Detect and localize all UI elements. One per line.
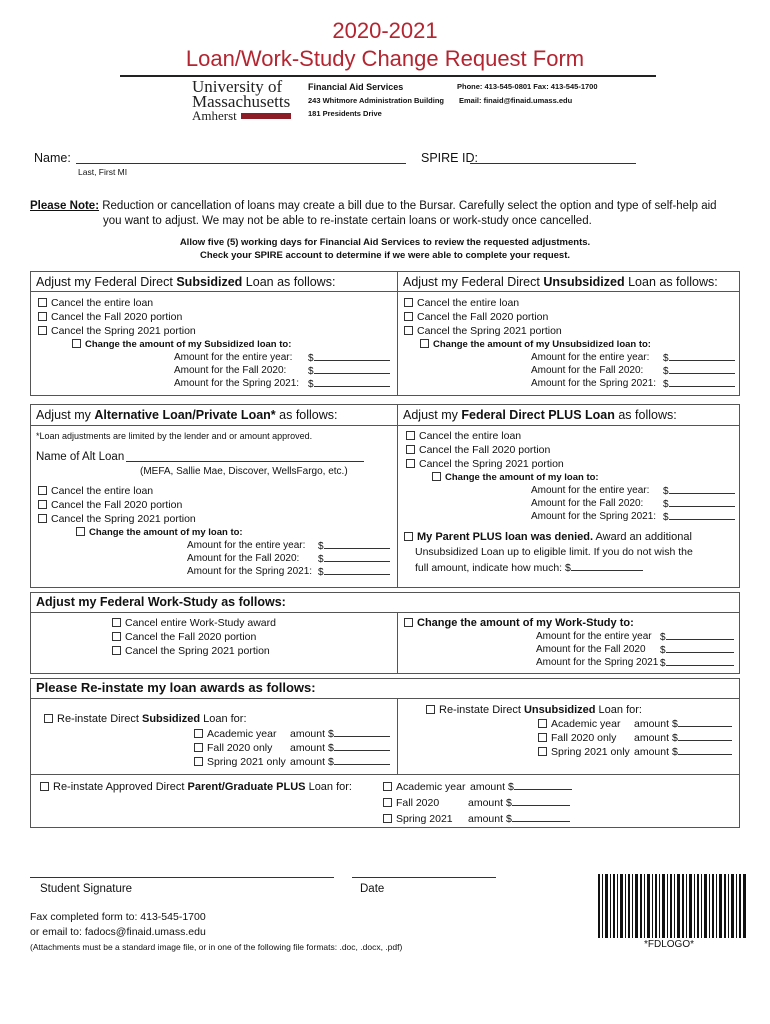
unsubsidized-cancel-fall[interactable]: Cancel the Fall 2020 portion	[404, 310, 548, 324]
name-field[interactable]	[76, 151, 406, 164]
reinstate-plus-spring[interactable]: Spring 2021	[383, 812, 453, 826]
alternative-name-field[interactable]	[126, 450, 364, 462]
subsidized-amount-year-field[interactable]: $	[308, 351, 390, 365]
reinstate-plus-fall[interactable]: Fall 2020	[383, 796, 439, 810]
alternative-change-amount[interactable]: Change the amount of my loan to:	[76, 526, 243, 539]
checkbox[interactable]	[38, 298, 47, 307]
alternative-amount-fall-field[interactable]: $	[318, 552, 390, 566]
subsidized-cancel-spring[interactable]: Cancel the Spring 2021 portion	[38, 324, 196, 338]
note-line-2: you want to adjust. We may not be able to re-instate certain loans or work-study once cancelled.	[103, 215, 592, 227]
reinstate-unsubsidized[interactable]: Re-instate Direct Unsubsidized Loan for:	[426, 703, 642, 717]
checkbox[interactable]	[383, 814, 392, 823]
reinstate-sub-spring[interactable]: Spring 2021 only	[194, 755, 286, 769]
office-address-1: 243 Whitmore Administration Building	[308, 96, 444, 105]
barcode-icon	[598, 874, 746, 938]
spire-field[interactable]	[470, 151, 636, 164]
checkbox[interactable]	[404, 298, 413, 307]
checkbox[interactable]	[383, 782, 392, 791]
reinstate-unsub-spring-amount[interactable]: amount $	[634, 745, 732, 759]
reinstate-sub-fall-amount[interactable]: amount $	[290, 741, 390, 755]
checkbox[interactable]	[383, 798, 392, 807]
plus-amount-year-field[interactable]: $	[663, 484, 735, 498]
reinstate-plus-fall-amount[interactable]: amount $	[468, 796, 570, 810]
workstudy-amount-fall: Amount for the Fall 2020	[536, 644, 646, 655]
reinstate-plus-academic-amount[interactable]: amount $	[470, 780, 572, 794]
workstudy-amount-year-field[interactable]: $	[660, 630, 734, 644]
plus-amount-spring-field[interactable]: $	[663, 510, 735, 524]
checkbox[interactable]	[406, 431, 415, 440]
checkbox[interactable]	[404, 618, 413, 627]
reinstate-header: Please Re-instate my loan awards as follows:	[36, 680, 316, 695]
alternative-amount-spring: Amount for the Spring 2021:	[187, 566, 313, 577]
unsubsidized-amount-spring: Amount for the Spring 2021:	[531, 378, 657, 389]
alternative-name-label: Name of Alt Loan	[36, 451, 125, 463]
name-hint: Last, First MI	[78, 167, 128, 177]
barcode-text: *FDLOGO*	[626, 938, 712, 952]
unsubsidized-amount-year: Amount for the entire year:	[531, 352, 650, 363]
checkbox[interactable]	[112, 632, 121, 641]
umass-logo: University of Massachusetts Amherst	[192, 77, 291, 123]
plus-denied-text: Unsubsidized Loan up to eligible limit. If you do not wish the	[415, 546, 693, 558]
checkbox[interactable]	[404, 326, 413, 335]
alternative-cancel-fall[interactable]: Cancel the Fall 2020 portion	[38, 498, 182, 512]
plus-amount-spring: Amount for the Spring 2021:	[531, 511, 657, 522]
reinstate-plus[interactable]: Re-instate Approved Direct Parent/Graduate PLUS Loan for:	[40, 780, 352, 794]
reinstate-unsub-spring[interactable]: Spring 2021 only	[538, 745, 630, 759]
workstudy-amount-spring-field[interactable]: $	[660, 656, 734, 670]
checkbox[interactable]	[538, 747, 547, 756]
office-email: Email: finaid@finaid.umass.edu	[459, 96, 573, 105]
plus-denied-amount[interactable]: full amount, indicate how much: $	[415, 561, 643, 575]
reinstate-sub-spring-amount[interactable]: amount $	[290, 755, 390, 769]
checkbox[interactable]	[38, 514, 47, 523]
unsubsidized-cancel-entire[interactable]: Cancel the entire loan	[404, 296, 519, 310]
workstudy-cancel-spring[interactable]: Cancel the Spring 2021 portion	[112, 644, 270, 658]
unsubsidized-header: Adjust my Federal Direct Unsubsidized Loan as follows:	[403, 275, 718, 289]
checkbox[interactable]	[44, 714, 53, 723]
unsubsidized-amount-year-field[interactable]: $	[663, 351, 735, 365]
workstudy-cancel-entire[interactable]: Cancel entire Work-Study award	[112, 616, 276, 630]
alternative-amount-spring-field[interactable]: $	[318, 565, 390, 579]
workstudy-amount-fall-field[interactable]: $	[660, 643, 734, 657]
subsidized-change-amount[interactable]: Change the amount of my Subsidized loan to:	[72, 338, 291, 351]
workstudy-amount-year: Amount for the entire year	[536, 631, 652, 642]
unsubsidized-change-amount[interactable]: Change the amount of my Unsubsidized loan to:	[420, 338, 651, 351]
checkbox[interactable]	[194, 729, 203, 738]
reinstate-plus-academic[interactable]: Academic year	[383, 780, 465, 794]
checkbox[interactable]	[426, 705, 435, 714]
checkbox[interactable]	[72, 339, 81, 348]
plus-amount-fall: Amount for the Fall 2020:	[531, 498, 644, 509]
form-year: 2020-2021	[332, 18, 438, 43]
subsidized-cancel-entire[interactable]: Cancel the entire loan	[38, 296, 153, 310]
form-title: Loan/Work-Study Change Request Form	[185, 46, 585, 71]
subsidized-header: Adjust my Federal Direct Subsidized Loan as follows:	[36, 275, 336, 289]
checkbox[interactable]	[194, 757, 203, 766]
reinstate-unsub-academic[interactable]: Academic year	[538, 717, 620, 731]
alternative-cancel-entire[interactable]: Cancel the entire loan	[38, 484, 153, 498]
signature-label: Student Signature	[40, 883, 133, 895]
alternative-note: *Loan adjustments are limited by the lender and or amount approved.	[36, 431, 313, 441]
workstudy-header: Adjust my Federal Work-Study as follows:	[36, 595, 286, 609]
plus-cancel-fall[interactable]: Cancel the Fall 2020 portion	[406, 443, 550, 457]
note-line-1: Please Note: Reduction or cancellation of loans may create a bill due to the Bursar. Carefully select the option and type of self-help aid	[30, 200, 717, 212]
alternative-amount-year: Amount for the entire year:	[187, 540, 306, 551]
name-label: Name:	[34, 151, 71, 165]
checkbox[interactable]	[194, 743, 203, 752]
checkbox[interactable]	[420, 339, 429, 348]
subsidized-cancel-fall[interactable]: Cancel the Fall 2020 portion	[38, 310, 182, 324]
checkbox[interactable]	[538, 733, 547, 742]
spire-label: SPIRE ID:	[421, 151, 478, 165]
checkbox[interactable]	[404, 312, 413, 321]
subsidized-amount-fall: Amount for the Fall 2020:	[174, 365, 287, 376]
checkbox[interactable]	[112, 646, 121, 655]
reinstate-sub-fall[interactable]: Fall 2020 only	[194, 741, 272, 755]
checkbox[interactable]	[38, 486, 47, 495]
checkbox[interactable]	[406, 459, 415, 468]
attachment-note: (Attachments must be a standard image file, or in one of the following file formats: .doc, .docx, .pdf)	[30, 942, 403, 952]
plus-change-amount[interactable]: Change the amount of my loan to:	[432, 471, 599, 484]
office-phone-fax: Phone: 413-545-0801 Fax: 413-545-1700	[457, 82, 598, 91]
reinstate-unsub-fall-amount[interactable]: amount $	[634, 731, 732, 745]
fax-instruction: Fax completed form to: 413-545-1700	[30, 911, 206, 923]
checkbox[interactable]	[38, 326, 47, 335]
checkbox[interactable]	[38, 312, 47, 321]
unsubsidized-amount-spring-field[interactable]: $	[663, 377, 735, 391]
subsidized-amount-spring-field[interactable]: $	[308, 377, 390, 391]
plus-cancel-spring[interactable]: Cancel the Spring 2021 portion	[406, 457, 564, 471]
email-instruction: or email to: fadocs@finaid.umass.edu	[30, 926, 206, 938]
subsidized-amount-spring: Amount for the Spring 2021:	[174, 378, 300, 389]
plus-amount-year: Amount for the entire year:	[531, 485, 650, 496]
plus-denied-option[interactable]: My Parent PLUS loan was denied. Award an additional	[404, 530, 692, 544]
alternative-header: Adjust my Alternative Loan/Private Loan* as follows:	[36, 408, 338, 422]
reinstate-unsub-fall[interactable]: Fall 2020 only	[538, 731, 616, 745]
checkbox[interactable]	[38, 500, 47, 509]
alternative-cancel-spring[interactable]: Cancel the Spring 2021 portion	[38, 512, 196, 526]
reinstate-sub-academic-amount[interactable]: amount $	[290, 727, 390, 741]
subsidized-amount-fall-field[interactable]: $	[308, 364, 390, 378]
plus-cancel-entire[interactable]: Cancel the entire loan	[406, 429, 521, 443]
checkbox[interactable]	[538, 719, 547, 728]
checkbox[interactable]	[112, 618, 121, 627]
alternative-examples: (MEFA, Sallie Mae, Discover, WellsFargo, etc.)	[140, 466, 348, 477]
checkbox[interactable]	[406, 445, 415, 454]
reinstate-plus-spring-amount[interactable]: amount $	[468, 812, 570, 826]
date-label: Date	[360, 883, 385, 895]
unsubsidized-cancel-spring[interactable]: Cancel the Spring 2021 portion	[404, 324, 562, 338]
subsidized-amount-year: Amount for the entire year:	[174, 352, 293, 363]
workstudy-cancel-fall[interactable]: Cancel the Fall 2020 portion	[112, 630, 256, 644]
reinstate-sub-academic[interactable]: Academic year	[194, 727, 276, 741]
office-name: Financial Aid Services	[308, 82, 404, 92]
unsubsidized-amount-fall-field[interactable]: $	[663, 364, 735, 378]
reinstate-unsub-academic-amount[interactable]: amount $	[634, 717, 732, 731]
note-bold-2: Check your SPIRE account to determine if we were able to complete your request.	[199, 250, 571, 261]
checkbox[interactable]	[432, 472, 441, 481]
unsubsidized-amount-fall: Amount for the Fall 2020:	[531, 365, 644, 376]
alternative-amount-year-field[interactable]: $	[318, 539, 390, 553]
note-bold-1: Allow five (5) working days for Financial Aid Services to review the requested adjustments.	[179, 237, 591, 248]
office-address-2: 181 Presidents Drive	[308, 109, 382, 118]
signature-field[interactable]	[30, 866, 334, 878]
workstudy-amount-spring: Amount for the Spring 2021	[536, 657, 659, 668]
plus-header: Adjust my Federal Direct PLUS Loan as follows:	[403, 408, 677, 422]
alternative-amount-fall: Amount for the Fall 2020:	[187, 553, 300, 564]
reinstate-subsidized[interactable]: Re-instate Direct Subsidized Loan for:	[44, 712, 247, 726]
checkbox[interactable]	[40, 782, 49, 791]
checkbox[interactable]	[404, 532, 413, 541]
plus-amount-fall-field[interactable]: $	[663, 497, 735, 511]
date-field[interactable]	[352, 866, 496, 878]
checkbox[interactable]	[76, 527, 85, 536]
workstudy-change-amount[interactable]: Change the amount of my Work-Study to:	[404, 616, 634, 630]
